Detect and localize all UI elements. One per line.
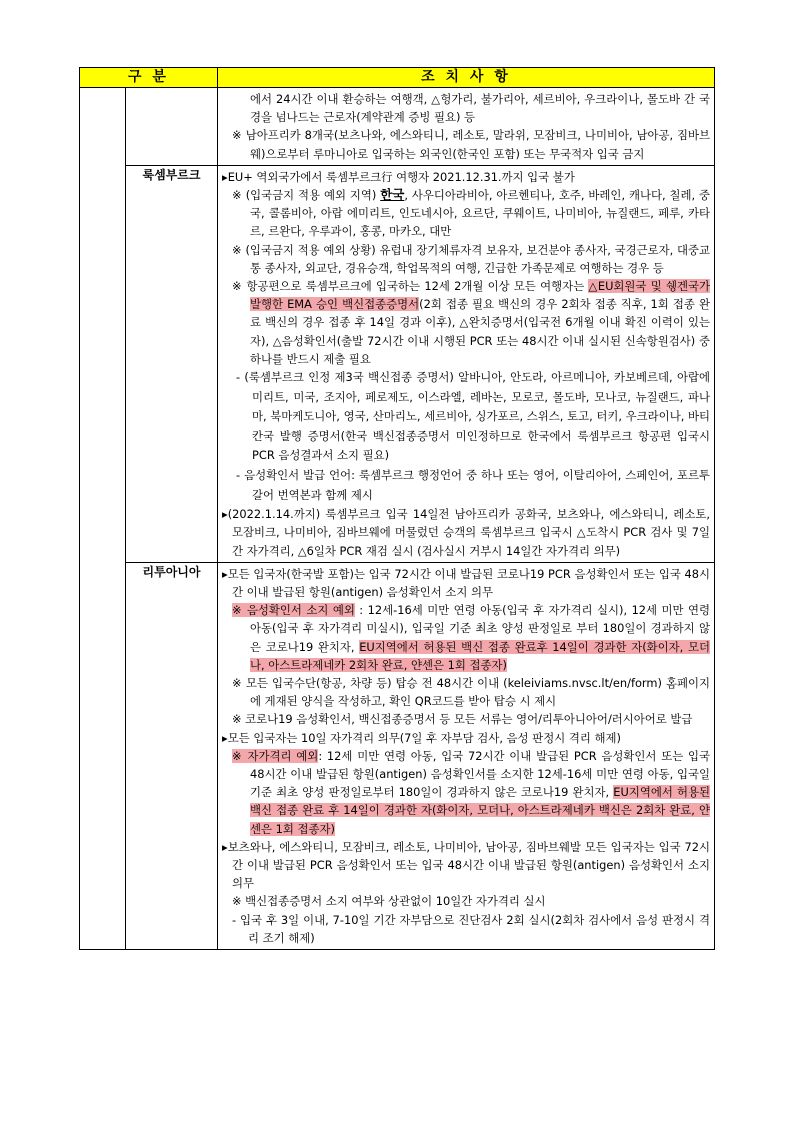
country-lithuania: 리투아니아 bbox=[126, 562, 218, 949]
lux-note-air-travel: ※ 항공편으로 룩셈부르크에 입국하는 12세 2개월 이상 모든 여행자는 △EU회원국 및 쉥겐국가 발행한 EMA 승인 백신접종증명서(2회 접종 필요 백신의 경우 2회차 접종 직후, 1회 접종 완료 백신의 경우 접종 후 14일 경과 이후), △완치증명서(입국전 6개월 이내 확진 이력이 있는자), △음성확인서(출발 72시간 이내 시행된 PCR 또는 48시간 이내 실시된 신속항원검사) 중 하나를 반드시 제출 필요 bbox=[232, 279, 710, 366]
lt-vaccine-highlight-2: EU지역에서 허용된 백신 접종 완료 후 14일이 경과한 자(화이자, 모더나, 아스트라제네카 백신은 2회차 완료, 얀센은 1회 접종자) bbox=[250, 785, 710, 836]
lux-ema-certificate-highlight: △EU회원국 및 쉥겐국가 발행한 EMA 승인 백신접종증명서 bbox=[250, 279, 710, 312]
lt-note-self-quarantine: ※ 백신접종증명서 소지 여부와 상관없이 10일간 자가격리 실시 bbox=[232, 894, 546, 909]
country-cell-empty bbox=[126, 88, 218, 166]
lux-dash-third-country: - (룩셈부르크 인정 제3국 백신접종 증명서) 알바니아, 안도라, 아르메니아, 카보베르데, 아랍에미리트, 미국, 조지아, 페로제도, 이스라엘, 레바논, 모로코, 몰도바, 모나코, 뉴질랜드, 파나마, 북마케도니아, 영국, 산마리노, 세르비아, 싱가포르, 스위스, 토고, 터키, 우크라이나, 바티칸국 발행 증명서(한국 백신접종증명서 미인정하므로 한국에서 룩셈부르크 항공편 입국시 PCR 음성결과서 소지 필요) bbox=[236, 370, 710, 463]
lt-note-test-exempt: ※ 음성확인서 소지 예외 : 12세-16세 미만 연령 아동(입국 후 자가격리 실시), 12세 미만 연령 아동(입국 후 자가격리 미실시), 입국일 기준 최초 양성 판정일로 부터 180일이 경과하지 않은 코로나19 완치자, EU지역에서 허용된 백신 접종 완료후 14일이 경과한 자(화이자, 모더나, 아스트라제네카 2회차 완료, 얀센은 1회 접종자) bbox=[232, 603, 711, 672]
row-lithuania bbox=[80, 562, 715, 949]
lux-bullet-1: ▸EU+ 역외국가에서 룩셈부르크行 여행자 2021.12.31.까지 입국 불가 bbox=[222, 169, 575, 184]
measures-cell-romania bbox=[218, 88, 715, 166]
measures-table bbox=[79, 67, 715, 950]
lt-note-quarantine-exempt: ※ 자가격리 예외: 12세 미만 연령 아동, 입국 72시간 이내 발급된 PCR 음성확인서 또는 입국 48시간 이내 발급된 항원(antigen) 음성확인서를 소지한 12세-16세 미만 연령 아동, 입국일 기준 최초 양성 판정일로부터 180일이 경과하지 않은 코로나19 완치자, EU지역에서 허용된 백신 접종 완료 후 14일이 경과한 자(화이자, 모더나, 아스트라제네카 백신은 2회차 완료, 얀센은 1회 접종자) bbox=[232, 748, 711, 836]
measures-cell-luxembourg bbox=[218, 165, 715, 562]
lt-note-qr-form: ※ 모든 입국수단(항공, 차량 등) 탑승 전 48시간 이내 (keleiviams.nvsc.lt/en/form) 홈페이지에 게재된 양식을 작성하고, 확인 QR코드를 받아 탑승 시 제시 bbox=[232, 676, 710, 709]
lux-bullet-2: ▸(2022.1.14.까지) 룩셈부르크 입국 14일전 남아프리카 공화국, 보츠와나, 에스와티니, 레소토, 모잠비크, 나미비아, 짐바브웨에 머물렀던 승객의 룩셈부르크 입국시 △도착시 PCR 검사 및 7일간 자가격리, △6일차 PCR 재검 실시 (검사실시 거부시 14일간 자가격리 의무) bbox=[222, 507, 710, 558]
lt-bullet-2: ▸모든 입국자는 10일 자가격리 의무(7일 후 자부담 검사, 음성 판정시 격리 해제) bbox=[222, 730, 621, 745]
lux-dash-language: - 음성확인서 발급 언어: 룩셈부르크 행정언어 중 하나 또는 영어, 이탈리아어, 스페인어, 포르투갈어 번역본과 함께 제시 bbox=[236, 468, 710, 502]
header-row bbox=[80, 68, 715, 88]
header-measures: 조 치 사 항 bbox=[218, 68, 715, 88]
row-romania-continued bbox=[80, 88, 715, 166]
lt-test-exempt-highlight: ※ 음성확인서 소지 예외 bbox=[232, 603, 355, 618]
lt-quarantine-exempt-highlight: ※ 자가격리 예외 bbox=[232, 748, 319, 763]
lt-bullet-1: ▸모든 입국자(한국발 포함)는 입국 72시간 이내 발급된 코로나19 PCR 음성확인서 또는 입국 48시간 이내 발급된 항원(antigen) 음성확인서 소지 의무 bbox=[222, 566, 710, 600]
measures-cell-lithuania bbox=[218, 562, 715, 949]
romania-note: ※ 남아프리카 8개국(보츠나와, 에스와티니, 레소토, 말라위, 모잠비크, 나미비아, 남아공, 짐바브웨)으로부터 루마니아로 입국하는 외국인(한국인 포함) 또는 무국적자 입국 금지 bbox=[232, 128, 710, 161]
lux-korea-highlight: 한국 bbox=[380, 187, 405, 203]
lt-note-languages: ※ 코로나19 음성확인서, 백신접종증명서 등 모든 서류는 영어/리투아니아어/러시아어로 발급 bbox=[232, 712, 693, 727]
lt-dash-testing: - 입국 후 3일 이내, 7-10일 기간 자부담으로 진단검사 2회 실시(2회차 검사에서 음성 판정시 격리 조기 해제) bbox=[232, 912, 710, 945]
lt-bullet-3: ▸보츠와나, 에스와티니, 모잠비크, 레소토, 나미비아, 남아공, 짐바브웨발 모든 입국자는 입국 72시간 이내 발급된 PCR 음성확인서 또는 입국 48시간 이내 발급된 항원(antigen) 음성확인서 소지 의무 bbox=[222, 839, 710, 891]
lt-vaccine-highlight-1: EU지역에서 허용된 백신 접종 완료후 14일이 경과한 자(화이자, 모더나, 아스트라제네카 2회차 완료, 얀센은 1회 접종자) bbox=[250, 639, 710, 672]
lux-note-exempt-regions: ※ (입국금지 적용 예외 지역) 한국, 사우디아라비아, 아르헨티나, 호주, 바레인, 캐나다, 칠레, 중국, 콜롬비아, 아랍 에미리트, 인도네시아, 요르단, 쿠웨이트, 나미비아, 뉴질랜드, 페루, 카타르, 르완다, 우루과이, 홍콩, 마카오, 대만 bbox=[232, 187, 710, 239]
lux-note-exempt-situations: ※ (입국금지 적용 예외 상황) 유럽내 장기체류자격 보유자, 보건분야 종사자, 국경근로자, 대중교통 종사자, 외교단, 경유승객, 학업목적의 여행, 긴급한 가족문제로 여행하는 경우 등 bbox=[232, 242, 710, 275]
country-luxembourg: 룩셈부르크 bbox=[126, 165, 218, 562]
header-category: 구 분 bbox=[80, 68, 218, 88]
region-cell bbox=[80, 88, 126, 950]
row-luxembourg bbox=[80, 165, 715, 562]
romania-transit-text: 에서 24시간 이내 환승하는 여행객, △헝가리, 불가리아, 세르비아, 우크라이나, 몰도바 간 국경을 넘나드는 근로자(계약관계 증빙 필요) 등 bbox=[250, 92, 710, 125]
